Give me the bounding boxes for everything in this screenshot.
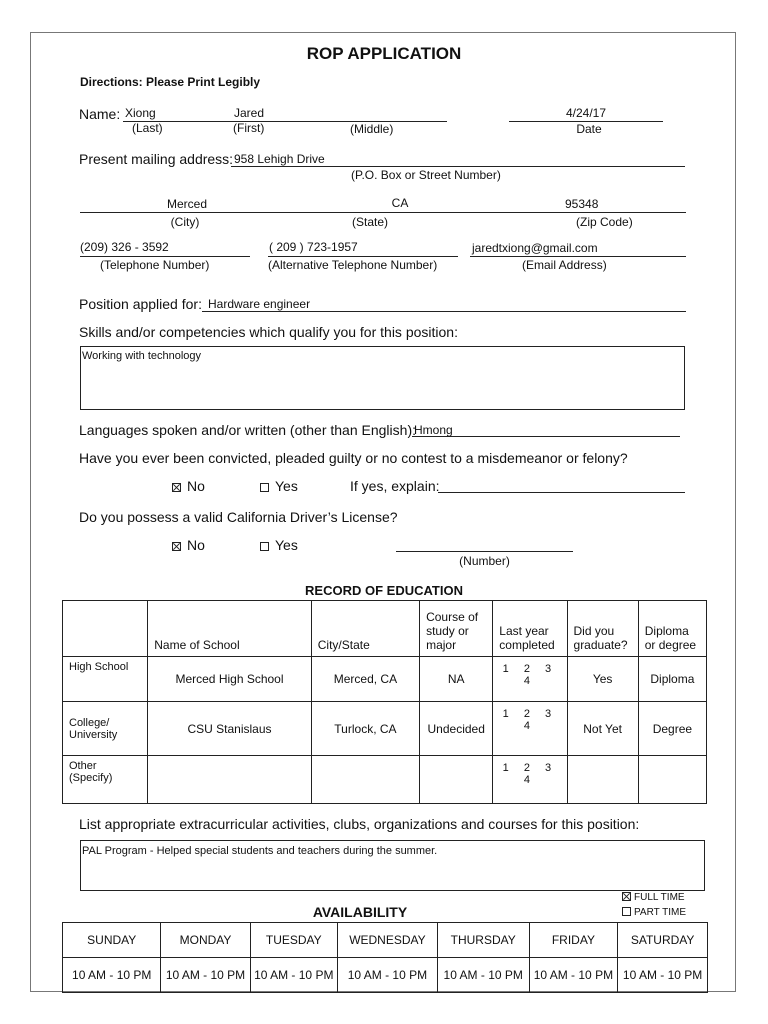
state-caption: (State) [351, 215, 388, 229]
education-graduated[interactable] [567, 756, 638, 804]
hours-sunday[interactable]: 10 AM - 10 PM [63, 958, 161, 993]
conviction-no-option[interactable] [172, 478, 205, 494]
education-course[interactable]: Undecided [420, 702, 493, 756]
email-value[interactable]: jaredtxiong@gmail.com [472, 241, 598, 255]
street-line [231, 166, 685, 167]
position-line [202, 311, 686, 312]
education-city[interactable]: Merced, CA [311, 657, 419, 702]
hours-friday[interactable]: 10 AM - 10 PM [529, 958, 618, 993]
hours-thursday[interactable]: 10 AM - 10 PM [437, 958, 529, 993]
day-saturday: SATURDAY [618, 923, 708, 958]
education-header-row [63, 601, 707, 657]
activities-value: PAL Program - Helped special students and teachers during the summer. [82, 845, 438, 857]
day-thursday: THURSDAY [437, 923, 529, 958]
city-caption: (City) [170, 215, 200, 229]
email-caption: (Email Address) [522, 258, 607, 272]
position-label: Position applied for: [79, 296, 202, 312]
city-value[interactable]: Merced [166, 197, 207, 211]
education-city[interactable] [311, 756, 419, 804]
languages-label: Languages spoken and/or written (other than English): [79, 422, 416, 438]
education-diploma[interactable]: Degree [638, 702, 706, 756]
name-label: Name: [79, 106, 121, 122]
education-level: High School [63, 657, 148, 702]
position-value[interactable]: Hardware engineer [208, 297, 311, 311]
day-wednesday: WEDNESDAY [337, 923, 437, 958]
education-header-graduate: Did you graduate? [567, 601, 638, 657]
zip-caption: (Zip Code) [576, 215, 633, 229]
conviction-yes-option[interactable] [260, 478, 298, 494]
hours-tuesday[interactable]: 10 AM - 10 PM [250, 958, 337, 993]
license-question: Do you possess a valid California Driver’s License? [79, 509, 398, 525]
education-school[interactable] [148, 756, 312, 804]
hours-wednesday[interactable]: 10 AM - 10 PM [337, 958, 437, 993]
conviction-no-checkbox[interactable] [172, 483, 181, 492]
education-year-options[interactable]: 1 2 3 4 [493, 756, 567, 804]
telephone-line [80, 256, 250, 257]
conviction-question: Have you ever been convicted, pleaded guilty or no contest to a misdemeanor or felony? [79, 450, 628, 466]
day-tuesday: TUESDAY [250, 923, 337, 958]
mailing-label: Present mailing address: [79, 151, 234, 167]
day-monday: MONDAY [161, 923, 250, 958]
education-header-blank [63, 601, 148, 657]
day-friday: FRIDAY [529, 923, 618, 958]
education-graduated[interactable]: Yes [567, 657, 638, 702]
alt-telephone-value[interactable]: ( 209 ) 723-1957 [269, 240, 358, 254]
first-name-value[interactable]: Jared [234, 106, 265, 120]
skills-label: Skills and/or competencies which qualify you for this position: [79, 324, 458, 340]
form-title: ROP APPLICATION [306, 44, 462, 63]
hours-saturday[interactable]: 10 AM - 10 PM [618, 958, 708, 993]
conviction-yes-checkbox[interactable] [260, 483, 269, 492]
education-diploma[interactable] [638, 756, 706, 804]
telephone-caption: (Telephone Number) [100, 258, 210, 272]
availability-table [62, 922, 708, 993]
education-year-options[interactable]: 1 2 3 4 [493, 657, 567, 702]
education-heading: RECORD OF EDUCATION [305, 583, 463, 598]
full-time-option[interactable] [622, 892, 685, 903]
skills-value: Working with technology [82, 350, 202, 362]
license-yes-checkbox[interactable] [260, 542, 269, 551]
name-line [123, 121, 447, 122]
hours-monday[interactable]: 10 AM - 10 PM [161, 958, 250, 993]
license-no-checkbox[interactable] [172, 542, 181, 551]
email-line [470, 256, 686, 257]
languages-value[interactable]: Hmong [414, 423, 453, 437]
education-header-course: Course of study or major [420, 601, 493, 657]
state-value[interactable]: CA [391, 196, 409, 210]
education-header-year: Last year completed [493, 601, 567, 657]
education-diploma[interactable]: Diploma [638, 657, 706, 702]
conviction-yes-label: Yes [275, 478, 298, 494]
education-school[interactable]: CSU Stanislaus [148, 702, 312, 756]
date-value[interactable]: 4/24/17 [565, 106, 607, 120]
full-time-checkbox[interactable] [622, 892, 631, 901]
table-row [63, 657, 707, 702]
first-caption: (First) [233, 121, 265, 135]
education-table [62, 600, 707, 804]
education-school[interactable]: Merced High School [148, 657, 312, 702]
education-year-options[interactable]: 1 2 3 4 [493, 702, 567, 756]
date-caption: Date [576, 122, 602, 136]
education-city[interactable]: Turlock, CA [311, 702, 419, 756]
alt-telephone-line [268, 256, 458, 257]
activities-box[interactable] [80, 840, 705, 891]
day-sunday: SUNDAY [63, 923, 161, 958]
full-time-label: FULL TIME [634, 892, 685, 903]
license-yes-label: Yes [275, 537, 298, 553]
education-course[interactable]: NA [420, 657, 493, 702]
telephone-value[interactable]: (209) 326 - 3592 [80, 240, 169, 254]
education-course[interactable] [420, 756, 493, 804]
explain-line[interactable] [438, 492, 685, 493]
activities-label: List appropriate extracurricular activities, clubs, organizations and courses for this position: [79, 816, 640, 832]
conviction-no-label: No [187, 478, 205, 494]
education-level: College/ University [63, 702, 148, 756]
last-caption: (Last) [132, 121, 163, 135]
skills-box[interactable] [80, 346, 685, 410]
availability-days-row [63, 923, 708, 958]
part-time-option[interactable] [622, 907, 686, 918]
table-row [63, 702, 707, 756]
education-header-diploma: Diploma or degree [638, 601, 706, 657]
street-value[interactable]: 958 Lehigh Drive [234, 152, 325, 166]
education-level: Other (Specify) [63, 756, 148, 804]
part-time-checkbox[interactable] [622, 907, 631, 916]
license-no-label: No [187, 537, 205, 553]
availability-hours-row [63, 958, 708, 993]
city-state-zip-line [80, 212, 686, 213]
license-no-option[interactable] [172, 537, 205, 553]
education-graduated[interactable]: Not Yet [567, 702, 638, 756]
part-time-label: PART TIME [634, 907, 687, 918]
availability-heading: AVAILABILITY [312, 904, 408, 920]
education-header-city: City/State [311, 601, 419, 657]
license-number-caption: (Number) [459, 554, 510, 568]
zip-value[interactable]: 95348 [565, 197, 599, 211]
middle-caption: (Middle) [350, 122, 394, 136]
table-row [63, 756, 707, 804]
education-header-school: Name of School [148, 601, 312, 657]
explain-label: If yes, explain: [350, 478, 440, 494]
license-number-line[interactable] [396, 551, 573, 552]
license-yes-option[interactable] [260, 537, 298, 553]
alt-telephone-caption: (Alternative Telephone Number) [268, 258, 438, 272]
last-name-value[interactable]: Xiong [125, 106, 156, 120]
directions: Directions: Please Print Legibly [80, 75, 261, 89]
street-caption: (P.O. Box or Street Number) [351, 168, 501, 182]
